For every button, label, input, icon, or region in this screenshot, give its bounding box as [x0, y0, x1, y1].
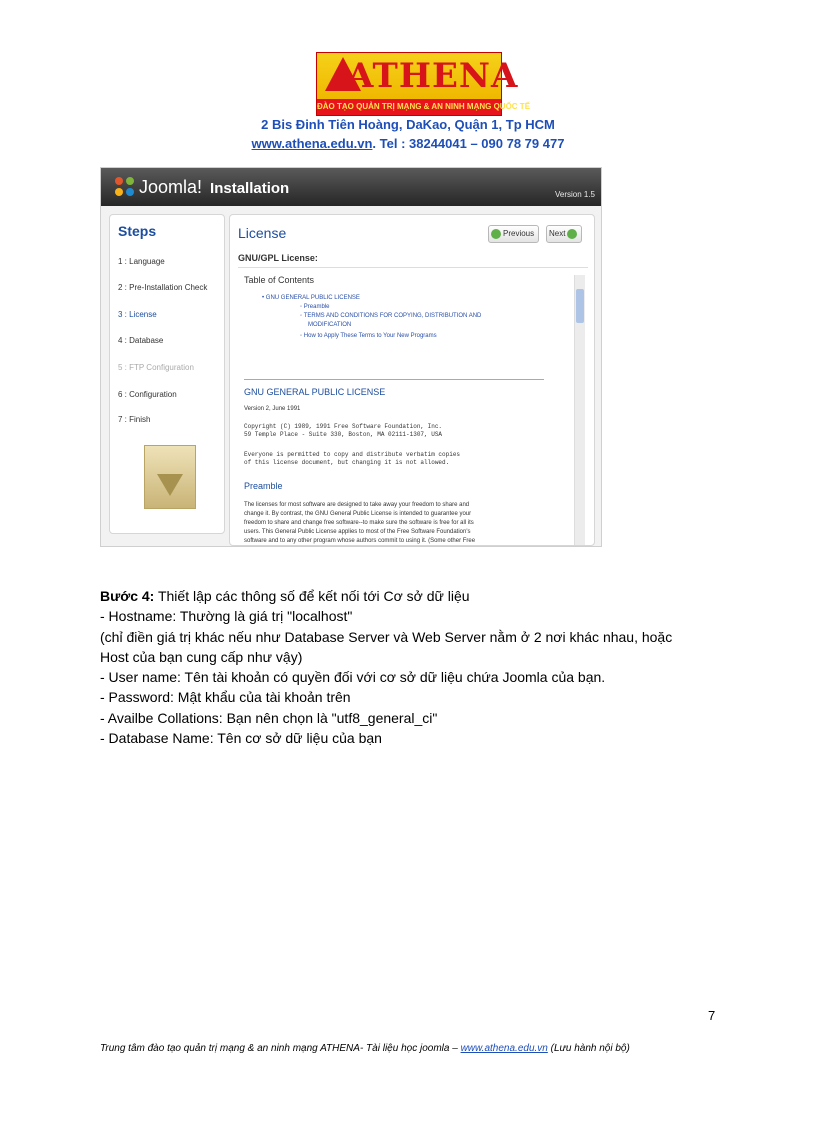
footer-link[interactable]: www.athena.edu.vn — [460, 1043, 548, 1054]
body-line: - Hostname: Thường là giá trị "localhost" — [100, 608, 353, 624]
steps-title: Steps — [118, 223, 157, 239]
body-line: (chỉ điền giá trị khác nếu như Database Server và Web Server nằm ở 2 nơi khác nhau, hoặc — [100, 629, 673, 645]
joomla-installation-screenshot — [100, 167, 602, 547]
license-title: License — [238, 225, 287, 241]
body-line: - Password: Mật khẩu của tài khoản trên — [100, 689, 351, 705]
page-number: 7 — [708, 1008, 716, 1023]
toc-item[interactable]: ◦ TERMS AND CONDITIONS FOR COPYING, DISTRIBUTION AND — [300, 313, 482, 319]
copyright-line-2: 59 Temple Place - Suite 330, Boston, MA 02111-1307, USA — [244, 431, 443, 438]
toc-item[interactable]: • GNU GENERAL PUBLIC LICENSE — [262, 295, 360, 301]
version-label: Version 1.5 — [554, 190, 595, 199]
joomla-header-bar — [101, 168, 601, 206]
athena-logo — [316, 52, 531, 116]
step-configuration: 6 : Configuration — [118, 390, 177, 399]
body-line: - Availbe Collations: Bạn nên chọn là "utf8_general_ci" — [100, 710, 438, 726]
toc-item[interactable]: MODIFICATION — [308, 322, 352, 328]
preamble-line: The licenses for most software are designed to take away your freedom to share and — [244, 502, 470, 508]
step-description: Thiết lập các thông số để kết nối tới Cơ sở dữ liệu — [154, 588, 470, 604]
footer-suffix: (Lưu hành nội bộ) — [547, 1043, 630, 1054]
down-arrow-icon — [157, 474, 183, 496]
scrollbar-thumb[interactable] — [576, 289, 584, 323]
preamble-line: users. This General Public License applies to most of the Free Software Foundation's — [244, 529, 471, 535]
toc-item-label: How to Apply These Terms to Your New Programs — [303, 333, 437, 339]
everyone-line-1: Everyone is permitted to copy and distribute verbatim copies — [244, 451, 461, 458]
website-link[interactable]: www.athena.edu.vn — [251, 136, 373, 151]
footer — [100, 1043, 630, 1054]
step-heading — [100, 586, 470, 606]
toc-heading: Table of Contents — [244, 275, 315, 285]
toc-item[interactable]: ◦ Preamble — [300, 304, 330, 310]
toc-item-label: GNU GENERAL PUBLIC LICENSE — [265, 295, 360, 301]
toc-item[interactable]: ◦ How to Apply These Terms to Your New Programs — [300, 333, 437, 339]
joomla-logo-icon — [115, 177, 135, 197]
license-scrollbar[interactable] — [574, 275, 585, 545]
preamble-line: software and to any other program whose authors commit to using it. (Some other Free — [244, 538, 476, 544]
contact-line — [0, 136, 816, 151]
footer-text: Trung tâm đào tạo quản trị mạng & an ninh mạng ATHENA- Tài liệu học joomla – — [100, 1043, 461, 1054]
step-pre-installation-check: 2 : Pre-Installation Check — [118, 283, 208, 292]
toc-item-label: Preamble — [303, 304, 330, 310]
installation-label: Installation — [210, 180, 290, 197]
previous-button[interactable] — [488, 225, 539, 243]
gnu-gpl-heading: GNU/GPL License: — [238, 253, 588, 268]
logo-tagline: ĐÀO TẠO QUẢN TRỊ MẠNG & AN NINH MẠNG QUỐC TẾ — [317, 102, 531, 111]
step-license: 3 : License — [118, 310, 157, 319]
gpl-title: GNU GENERAL PUBLIC LICENSE — [244, 387, 386, 397]
next-button[interactable] — [546, 225, 582, 243]
next-arrow-icon — [567, 229, 577, 239]
everyone-line-2: of this license document, but changing it is not allowed. — [244, 459, 450, 466]
step-ftp-configuration: 5 : FTP Configuration — [118, 363, 194, 372]
step-language: 1 : Language — [118, 257, 165, 266]
install-box-icon — [144, 445, 196, 509]
gpl-version: Version 2, June 1991 — [244, 406, 301, 412]
joomla-app-name: Joomla! — [139, 177, 203, 197]
preamble-title: Preamble — [244, 481, 283, 491]
body-line: - User name: Tên tài khoản có quyền đối với cơ sở dữ liệu chứa Joomla của bạn. — [100, 669, 606, 685]
previous-arrow-icon — [491, 229, 501, 239]
step-label: Bước 4: — [100, 588, 155, 604]
next-label: Next — [549, 229, 566, 238]
telephone: . Tel : 38244041 – 090 78 79 477 — [372, 136, 565, 151]
joomla-title — [139, 177, 289, 198]
body-line: - Database Name: Tên cơ sở dữ liệu của bạn — [100, 730, 382, 746]
previous-label: Previous — [503, 229, 535, 238]
copyright-line-1: Copyright (C) 1989, 1991 Free Software Foundation, Inc. — [244, 423, 443, 430]
body-line: Host của bạn cung cấp như vậy) — [100, 649, 303, 665]
address: 2 Bis Đinh Tiên Hoàng, DaKao, Quận 1, Tp HCM — [261, 117, 555, 132]
divider — [244, 379, 544, 380]
logo-text: ATHENA — [347, 56, 519, 96]
preamble-line: change it. By contrast, the GNU General Public License is intended to guarantee your — [244, 511, 472, 517]
steps-panel — [109, 214, 225, 534]
license-document[interactable] — [244, 273, 574, 545]
step-database: 4 : Database — [118, 336, 164, 345]
preamble-line: freedom to share and change free software--to make sure the software is free for all its — [244, 520, 474, 526]
step-finish: 7 : Finish — [118, 415, 151, 424]
license-panel — [229, 214, 595, 546]
toc-item-label: TERMS AND CONDITIONS FOR COPYING, DISTRIBUTION AND — [303, 313, 482, 319]
